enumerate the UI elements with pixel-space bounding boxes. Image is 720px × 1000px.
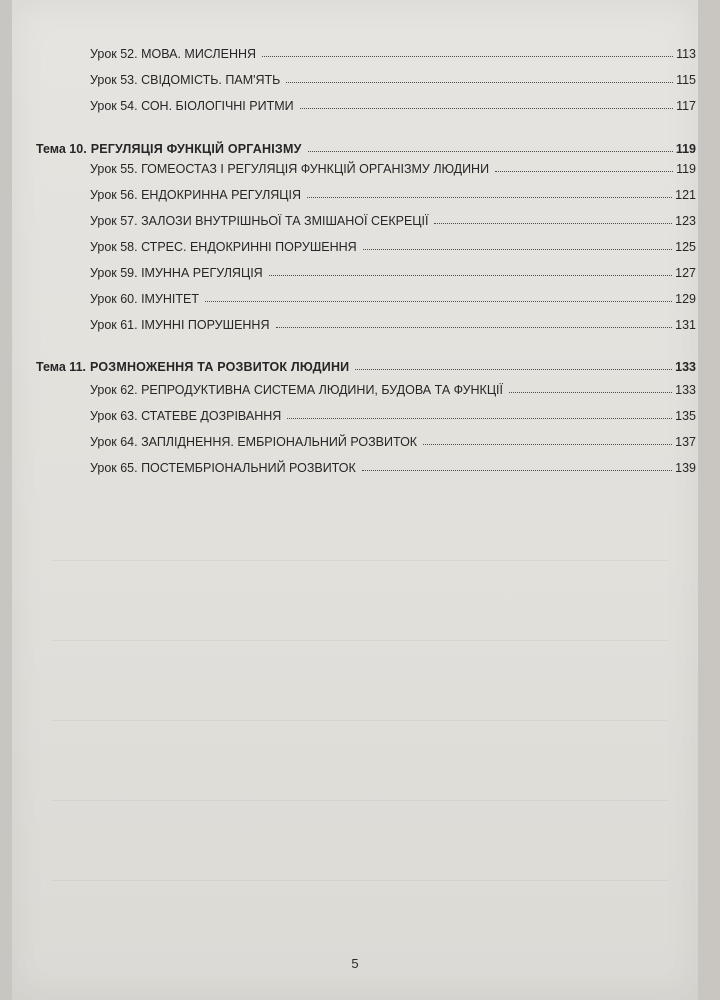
dot-leader	[205, 291, 672, 302]
toc-entry-label: Урок 59. ІМУННА РЕГУЛЯЦІЯ	[90, 266, 263, 280]
toc-entry-page: 127	[675, 266, 696, 280]
dot-leader	[286, 72, 673, 83]
dot-leader	[269, 265, 672, 276]
toc-entry-lesson-65	[90, 461, 696, 475]
bleed-through-line	[52, 880, 668, 881]
toc-entry-lesson-62	[90, 383, 696, 397]
toc-entry-lesson-63	[90, 409, 696, 423]
dot-leader	[307, 187, 672, 198]
toc-entry-label: Урок 56. ЕНДОКРИННА РЕГУЛЯЦІЯ	[90, 188, 302, 202]
toc-entry-page: 131	[675, 318, 696, 332]
toc-entry-lesson-58	[90, 240, 696, 254]
toc-entry-label: Урок 62. РЕПРОДУКТИВНА СИСТЕМА ЛЮДИНИ, БУДОВА ТА ФУНКЦІЇ	[90, 383, 504, 397]
toc-entry-page: 119	[676, 162, 696, 176]
toc-entry-lesson-60	[90, 292, 696, 306]
bleed-through-line	[52, 720, 668, 721]
toc-entry-lesson-53	[90, 73, 696, 87]
toc-entry-label: Урок 65. ПОСТЕМБРІОНАЛЬНИЙ РОЗВИТОК	[90, 461, 356, 475]
dot-leader	[509, 382, 672, 393]
toc-entry-page: 137	[675, 435, 696, 449]
toc-entry-page: 133	[675, 383, 696, 397]
toc-entry-page: 139	[675, 461, 696, 475]
bleed-through-line	[52, 560, 668, 561]
toc-entry-lesson-61	[90, 318, 696, 332]
dot-leader	[355, 359, 672, 370]
toc-entry-page: 129	[675, 292, 696, 306]
toc-entry-page: 123	[675, 214, 696, 228]
toc-entry-page: 117	[676, 99, 696, 113]
toc-entry-lesson-59	[90, 266, 696, 280]
toc-entry-label: Урок 57. ЗАЛОЗИ ВНУТРІШНЬОЇ ТА ЗМІШАНОЇ СЕКРЕЦІЇ	[90, 214, 429, 228]
toc-entry-label: Урок 55. ГОМЕОСТАЗ І РЕГУЛЯЦІЯ ФУНКЦІЙ ОРГАНІЗМУ ЛЮДИНИ	[90, 162, 490, 176]
topic-title: РОЗМНОЖЕННЯ ТА РОЗВИТОК ЛЮДИНИ	[90, 360, 350, 374]
toc-entry-lesson-55	[90, 162, 696, 176]
dot-leader	[363, 239, 672, 250]
toc-entry-label: Урок 53. СВІДОМІСТЬ. ПАМ'ЯТЬ	[90, 73, 281, 87]
toc-topic-11	[36, 360, 696, 374]
toc-topic-page: 119	[675, 142, 696, 156]
toc-topic-label	[36, 360, 349, 374]
toc-entry-page: 135	[675, 409, 696, 423]
toc-entry-lesson-54	[90, 99, 696, 113]
toc-entry-lesson-64	[90, 435, 696, 449]
page-number: 5	[351, 956, 359, 971]
dot-leader	[300, 98, 673, 109]
bleed-through-line	[52, 640, 668, 641]
dot-leader	[423, 434, 672, 445]
dot-leader	[287, 408, 672, 419]
dot-leader	[434, 213, 672, 224]
toc-entry-page: 121	[675, 188, 696, 202]
dot-leader	[362, 460, 672, 471]
toc-entry-label: Урок 58. СТРЕС. ЕНДОКРИННІ ПОРУШЕННЯ	[90, 240, 357, 254]
bleed-through-line	[52, 800, 668, 801]
toc-entry-lesson-57	[90, 214, 696, 228]
toc-entry-label: Урок 60. ІМУНІТЕТ	[90, 292, 200, 306]
document-page	[12, 0, 698, 1000]
toc-entry-lesson-56	[90, 188, 696, 202]
toc-entry-page: 125	[675, 240, 696, 254]
toc-entry-label: Урок 63. СТАТЕВЕ ДОЗРІВАННЯ	[90, 409, 282, 423]
toc-entry-label: Урок 64. ЗАПЛІДНЕННЯ. ЕМБРІОНАЛЬНИЙ РОЗВИТОК	[90, 435, 418, 449]
toc-entry-page: 113	[676, 47, 696, 61]
topic-number: Тема 10.	[36, 142, 87, 156]
toc-entry-label: Урок 61. ІМУННІ ПОРУШЕННЯ	[90, 318, 270, 332]
dot-leader	[262, 46, 673, 57]
toc-topic-page: 133	[675, 360, 696, 374]
dot-leader	[495, 161, 673, 172]
topic-number: Тема 11.	[36, 360, 86, 374]
toc-entry-label: Урок 52. МОВА. МИСЛЕННЯ	[90, 47, 257, 61]
toc-entry-page: 115	[676, 73, 696, 87]
toc-entry-lesson-52	[90, 47, 696, 61]
dot-leader	[276, 317, 673, 328]
topic-title: РЕГУЛЯЦІЯ ФУНКЦІЙ ОРГАНІЗМУ	[90, 142, 302, 156]
toc-entry-label: Урок 54. СОН. БІОЛОГІЧНІ РИТМИ	[90, 99, 294, 113]
toc-topic-10	[36, 142, 696, 156]
dot-leader	[308, 141, 673, 152]
toc-topic-label	[36, 142, 302, 156]
